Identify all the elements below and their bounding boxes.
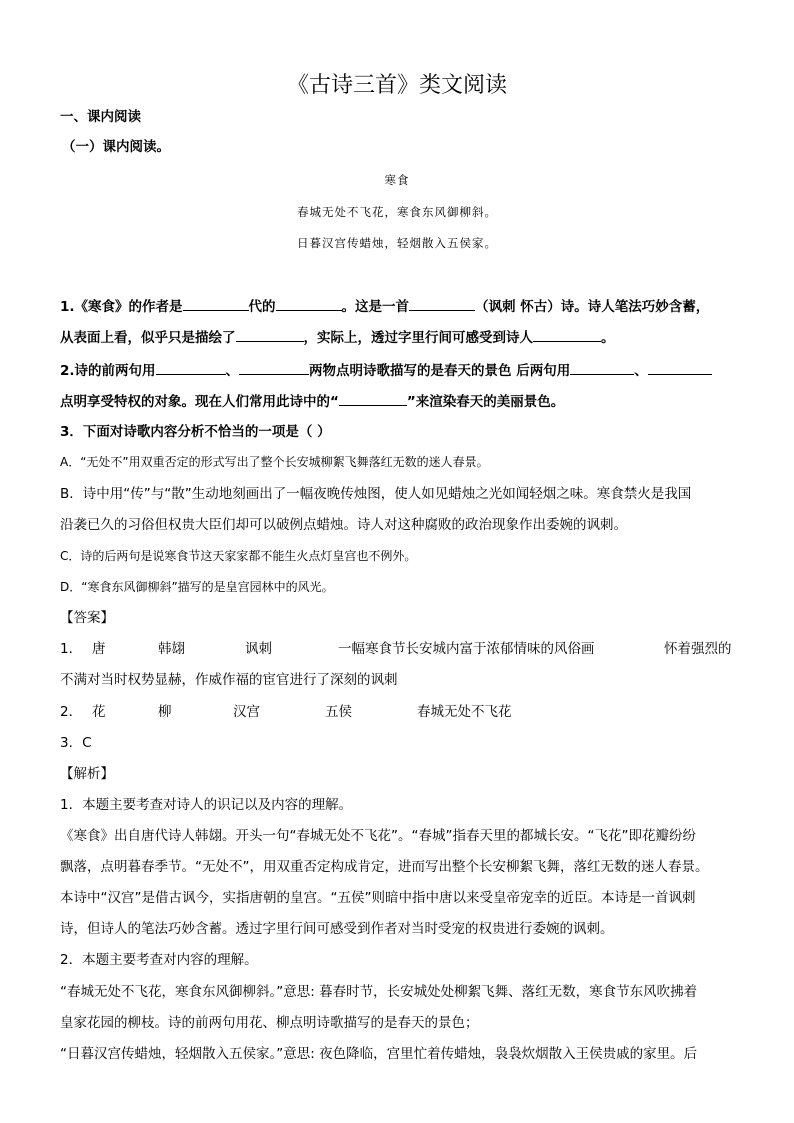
answer-blank[interactable] xyxy=(239,360,309,375)
option-d[interactable]: D．“寒食东风御柳斜”描写的是皇宫园林中的风光。 xyxy=(60,580,334,594)
question-1-line-1: 1.《寒食》的作者是 代的 。这是一首 （讽刺 怀古）诗。诗人笔法巧妙含蓄， xyxy=(60,296,709,317)
answer-blank[interactable] xyxy=(236,327,304,342)
poem-title: 寒食 xyxy=(384,173,410,187)
analysis-line: “日暮汉宫传蜡烛，轻烟散入五侯家。”意思: 夜色降临，宫里忙着传蜡烛，袅袅炊烟散入王侯贵戚的家里。后 xyxy=(60,1046,698,1062)
answer-blank[interactable] xyxy=(339,391,407,406)
option-c[interactable]: C．诗的后两句是说寒食节这天家家都不能生火点灯皇宫也不例外。 xyxy=(60,549,417,563)
analysis-line: 2．本题主要考查对内容的理解。 xyxy=(60,952,258,968)
analysis-header: 【解析】 xyxy=(60,766,114,782)
answer-1-continued: 不满对当时权势显赫，作威作福的宦官进行了深刻的讽刺 xyxy=(60,672,398,688)
question-2-line-2: 点明享受特权的对象。现在人们常用此诗中的“ ”来渲染春天的美丽景色。 xyxy=(60,391,564,412)
question-3-stem: 3．下面对诗歌内容分析不恰当的一项是（ ） xyxy=(60,424,331,440)
page-title: 《古诗三首》类文阅读 xyxy=(286,73,507,98)
question-2-line-1: 2.诗的前两句用 、 两物点明诗歌描写的是春天的景色 后两句用 、 xyxy=(60,360,712,381)
option-b[interactable]: B．诗中用“传”与“散”生动地刻画出了一幅夜晚传烛图，使人如见蜡烛之光如闻轻烟之味。寒食禁火是我国 xyxy=(60,486,692,502)
answer-1-value: 怀着强烈的 xyxy=(664,641,732,657)
analysis-line: 飘落，点明暮春季节。“无处不”，用双重否定构成肯定，进而写出整个长安柳絮飞舞，落红无数的迷人春景。 xyxy=(60,859,709,875)
poem-line-2: 日暮汉宫传蜡烛，轻烟散入五侯家。 xyxy=(297,236,497,250)
answer-blank[interactable] xyxy=(276,296,342,311)
analysis-line: 皇家花园的柳枝。诗的前两句用花、柳点明诗歌描写的是春天的景色； xyxy=(60,1015,479,1031)
analysis-line: 1．本题主要考查对诗人的识记以及内容的理解。 xyxy=(60,797,353,813)
answer-blank[interactable] xyxy=(648,360,712,375)
option-b-continued: 沿袭已久的习俗但权贵大臣们却可以破例点蜡烛。诗人对这种腐败的政治现象作出委婉的讽刺。 xyxy=(60,517,627,533)
answer-2-value: 柳 xyxy=(158,704,172,720)
subsection-heading: （一）课内阅读。 xyxy=(62,139,170,155)
answer-1-value: 一幅寒食节长安城内富于浓郁情味的风俗画 xyxy=(338,641,595,657)
answer-blank[interactable] xyxy=(409,296,475,311)
option-a[interactable]: A．“无处不”用双重否定的形式写出了整个长安城柳絮飞舞落红无数的迷人春景。 xyxy=(60,455,489,469)
answer-blank[interactable] xyxy=(183,296,249,311)
answer-blank[interactable] xyxy=(533,327,601,342)
analysis-line: 本诗中“汉宫”是借古讽今，实指唐朝的皇宫。“五侯”则暗中指中唐以来受皇帝宠幸的近臣。本诗是一首讽刺 xyxy=(60,890,696,906)
answer-2-value: 花 xyxy=(92,704,106,720)
answer-blank[interactable] xyxy=(156,360,226,375)
answer-2-value: 五侯 xyxy=(325,704,352,720)
poem-line-1: 春城无处不飞花，寒食东风御柳斜。 xyxy=(297,205,497,219)
analysis-line: 诗，但诗人的笔法巧妙含蓄。透过字里行间可感受到作者对当时受宠的权贵进行委婉的讽刺。 xyxy=(60,921,614,937)
answer-1-value: 唐 xyxy=(92,641,106,657)
answer-1-value: 讽刺 xyxy=(245,641,272,657)
answer-1-number: 1． xyxy=(60,641,83,657)
question-1-line-2: 从表面上看，似乎只是描绘了 ，实际上，透过字里行间可感受到诗人 。 xyxy=(60,327,615,348)
answer-2-number: 2． xyxy=(60,704,83,720)
section-heading: 一、课内阅读 xyxy=(60,109,141,125)
analysis-line: 《寒食》出自唐代诗人韩翃。开头一句“春城无处不飞花”。“春城”指春天里的都城长安。“飞花”即花瓣纷纷 xyxy=(60,828,696,844)
answer-1-value: 韩翃 xyxy=(158,641,185,657)
answer-2-value: 春城无处不飞花 xyxy=(417,704,512,720)
answer-2-value: 汉宫 xyxy=(233,704,260,720)
analysis-line: “春城无处不飞花，寒食东风御柳斜。”意思: 暮春时节，长安城处处柳絮飞舞、落红无数，寒食节东风吹拂着 xyxy=(60,984,698,1000)
answer-3: 3．C xyxy=(60,735,92,751)
answer-header: 【答案】 xyxy=(60,610,114,626)
answer-blank[interactable] xyxy=(570,360,634,375)
